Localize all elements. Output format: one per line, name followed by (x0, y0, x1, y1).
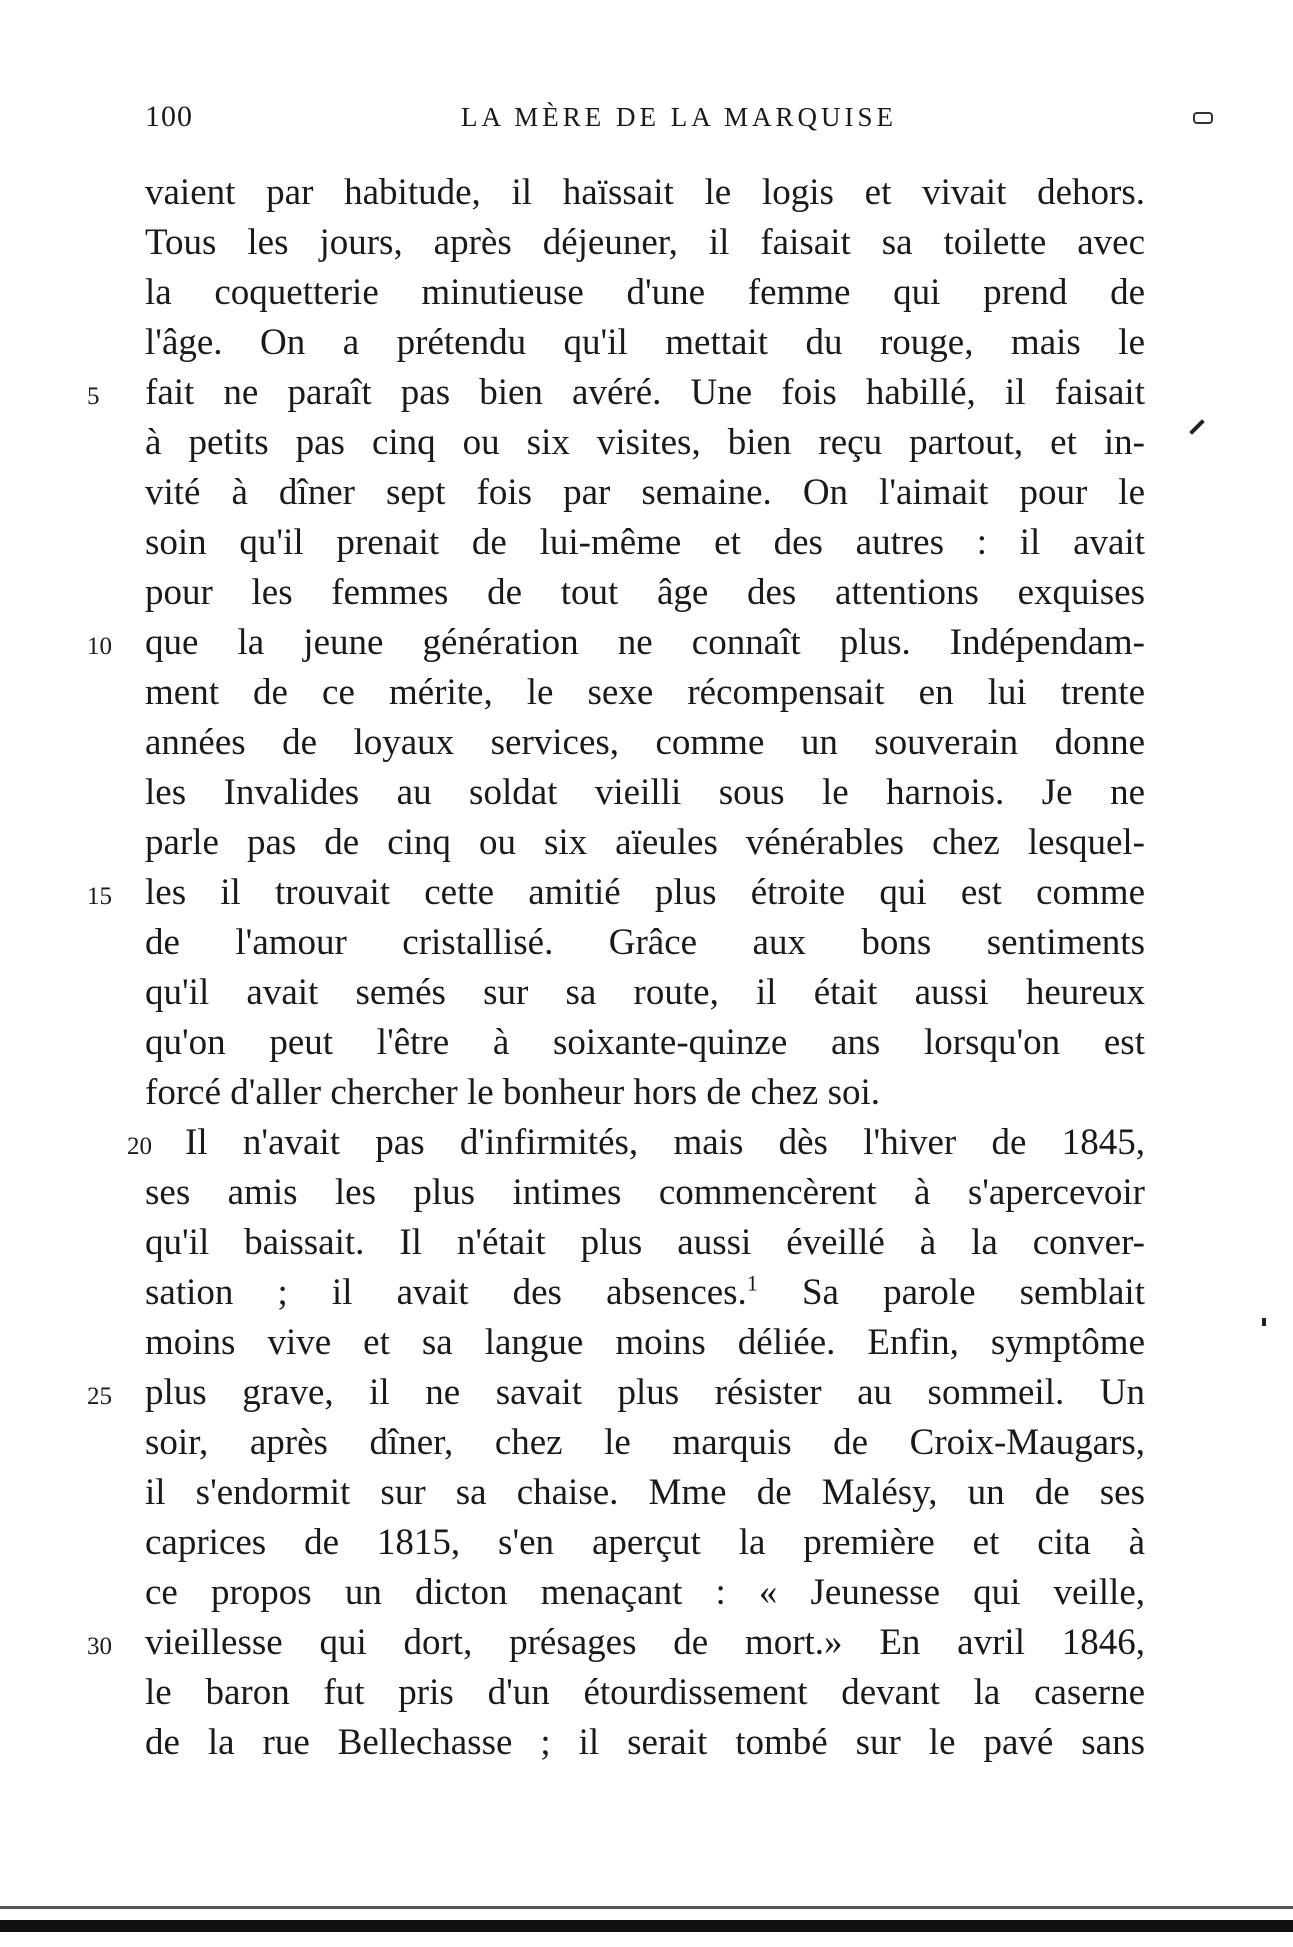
corner-mark-icon (1193, 112, 1213, 124)
line-text-main: qu'il baissait. Il n'était plus aussi éveillé à la conver- (145, 1222, 1145, 1263)
line-text (145, 1068, 1145, 1118)
line-text (145, 1368, 1145, 1418)
line-text (145, 418, 1145, 468)
line-text-main: la coquetterie minutieuse d'une femme qui prend de (145, 272, 1145, 313)
line-text-main: moins vive et sa langue moins déliée. Enfin, symptôme (145, 1322, 1145, 1363)
line-text-main: de la rue Bellechasse ; il serait tombé sur le pavé sans (145, 1722, 1145, 1763)
line-text (145, 1318, 1145, 1368)
line-text (145, 518, 1145, 568)
text-line (145, 418, 1145, 468)
text-line (145, 768, 1145, 818)
text-line (145, 1668, 1145, 1718)
line-text-main: fait ne paraît pas bien avéré. Une fois habillé, il faisait (145, 372, 1145, 413)
line-text-main: parle pas de cinq ou six aïeules vénérables chez lesquel- (145, 822, 1145, 863)
text-line (145, 818, 1145, 868)
line-text-main: que la jeune génération ne connaît plus. Indépendam- (145, 622, 1145, 663)
line-text (145, 1018, 1145, 1068)
line-text (145, 168, 1145, 218)
line-text-main: soir, après dîner, chez le marquis de Croix-Maugars, (145, 1422, 1145, 1463)
line-text-main: il s'endormit sur sa chaise. Mme de Malésy, un de ses (145, 1472, 1145, 1513)
line-text-main: soin qu'il prenait de lui-même et des autres : il avait (145, 522, 1145, 563)
line-text-main: ment de ce mérite, le sexe récompensait en lui trente (145, 672, 1145, 713)
text-line (145, 1168, 1145, 1218)
scan-bottom-edge (0, 1920, 1293, 1932)
text-line (87, 1618, 1145, 1668)
footnote-ref[interactable]: 1 (746, 1270, 758, 1296)
line-text (145, 768, 1145, 818)
line-text (145, 1268, 1145, 1318)
line-text-main: années de loyaux services, comme un souverain donne (145, 722, 1145, 763)
line-number: 20 (127, 1133, 152, 1160)
line-text (145, 868, 1145, 918)
margin-stroke-icon (1189, 419, 1205, 435)
line-text (145, 368, 1145, 418)
line-text (145, 1468, 1145, 1518)
line-text-main: ce propos un dicton menaçant : « Jeunesse qui veille, (145, 1572, 1145, 1613)
line-text (145, 218, 1145, 268)
line-text-main: qu'on peut l'être à soixante-quinze ans lorsqu'on est (145, 1022, 1145, 1063)
text-line (145, 568, 1145, 618)
line-number: 5 (87, 383, 100, 410)
line-text (145, 1218, 1145, 1268)
text-line (145, 1518, 1145, 1568)
line-text-main: Il n'avait pas d'infirmités, mais dès l'hiver de 1845, (185, 1122, 1145, 1163)
line-text (145, 1568, 1145, 1618)
line-text-main: vité à dîner sept fois par semaine. On l'aimait pour le (145, 472, 1145, 513)
line-text-main: vaient par habitude, il haïssait le logis et vivait dehors. (145, 172, 1145, 213)
line-text (145, 1168, 1145, 1218)
line-text (145, 268, 1145, 318)
line-text-main: vieillesse qui dort, présages de mort.» En avril 1846, (145, 1622, 1145, 1663)
text-line (87, 868, 1145, 918)
line-text-main: à petits pas cinq ou six visites, bien reçu partout, et in- (145, 422, 1145, 463)
line-text-main: plus grave, il ne savait plus résister au sommeil. Un (145, 1372, 1145, 1413)
text-line (145, 318, 1145, 368)
line-text-main: ses amis les plus intimes commencèrent à s'apercevoir (145, 1172, 1145, 1213)
text-line (145, 168, 1145, 218)
text-line (145, 1218, 1145, 1268)
line-text-main: de l'amour cristallisé. Grâce aux bons sentiments (145, 922, 1145, 963)
text-line (145, 1718, 1145, 1768)
text-line (145, 468, 1145, 518)
text-line (87, 618, 1145, 668)
text-line (127, 1118, 1145, 1168)
line-text (145, 1718, 1145, 1768)
text-line (145, 1418, 1145, 1468)
line-text-main: les il trouvait cette amitié plus étroite qui est comme (145, 872, 1145, 913)
line-number: 15 (87, 883, 112, 910)
scan-edge-line (0, 1906, 1293, 1909)
line-text-main: sation ; il avait des absences. (145, 1272, 747, 1313)
line-number: 25 (87, 1383, 112, 1410)
line-text (145, 968, 1145, 1018)
text-line (145, 218, 1145, 268)
line-text (145, 1618, 1145, 1668)
line-text-main: pour les femmes de tout âge des attentions exquises (145, 572, 1145, 613)
margin-dot-icon (1262, 1318, 1266, 1326)
line-text (145, 668, 1145, 718)
text-line (145, 968, 1145, 1018)
line-text (145, 918, 1145, 968)
line-text-main: Tous les jours, après déjeuner, il faisait sa toilette avec (145, 222, 1145, 263)
text-line (145, 1468, 1145, 1518)
text-line (145, 918, 1145, 968)
line-text (145, 1518, 1145, 1568)
line-text (145, 468, 1145, 518)
line-text-main: caprices de 1815, s'en aperçut la première et cita à (145, 1522, 1145, 1563)
line-text-main: forcé d'aller chercher le bonheur hors de chez soi. (145, 1072, 880, 1113)
line-text-main: l'âge. On a prétendu qu'il mettait du rouge, mais le (145, 322, 1145, 363)
text-line (145, 268, 1145, 318)
page-number: 100 (145, 100, 193, 133)
line-number: 10 (87, 633, 112, 660)
line-text (145, 1418, 1145, 1468)
line-text (145, 718, 1145, 768)
line-text (145, 1668, 1145, 1718)
text-line (145, 1268, 1145, 1318)
line-text (145, 318, 1145, 368)
text-line (87, 368, 1145, 418)
line-text (145, 568, 1145, 618)
line-text (145, 818, 1145, 868)
text-line (145, 1318, 1145, 1368)
line-text-after: Sa parole semblait (757, 1272, 1145, 1313)
text-line (145, 668, 1145, 718)
running-title: LA MÈRE DE LA MARQUISE (460, 102, 897, 132)
line-text (145, 1118, 1145, 1168)
page-header (145, 100, 1213, 140)
text-line (145, 1568, 1145, 1618)
line-text-main: le baron fut pris d'un étourdissement devant la caserne (145, 1672, 1145, 1713)
text-line (145, 718, 1145, 768)
text-line (87, 1368, 1145, 1418)
line-text-main: les Invalides au soldat vieilli sous le harnois. Je ne (145, 772, 1145, 813)
line-number: 30 (87, 1633, 112, 1660)
line-text (145, 618, 1145, 668)
text-line (145, 1068, 1145, 1118)
text-body (87, 168, 1145, 1768)
line-text-main: qu'il avait semés sur sa route, il était aussi heureux (145, 972, 1145, 1013)
text-line (145, 518, 1145, 568)
text-line (145, 1018, 1145, 1068)
